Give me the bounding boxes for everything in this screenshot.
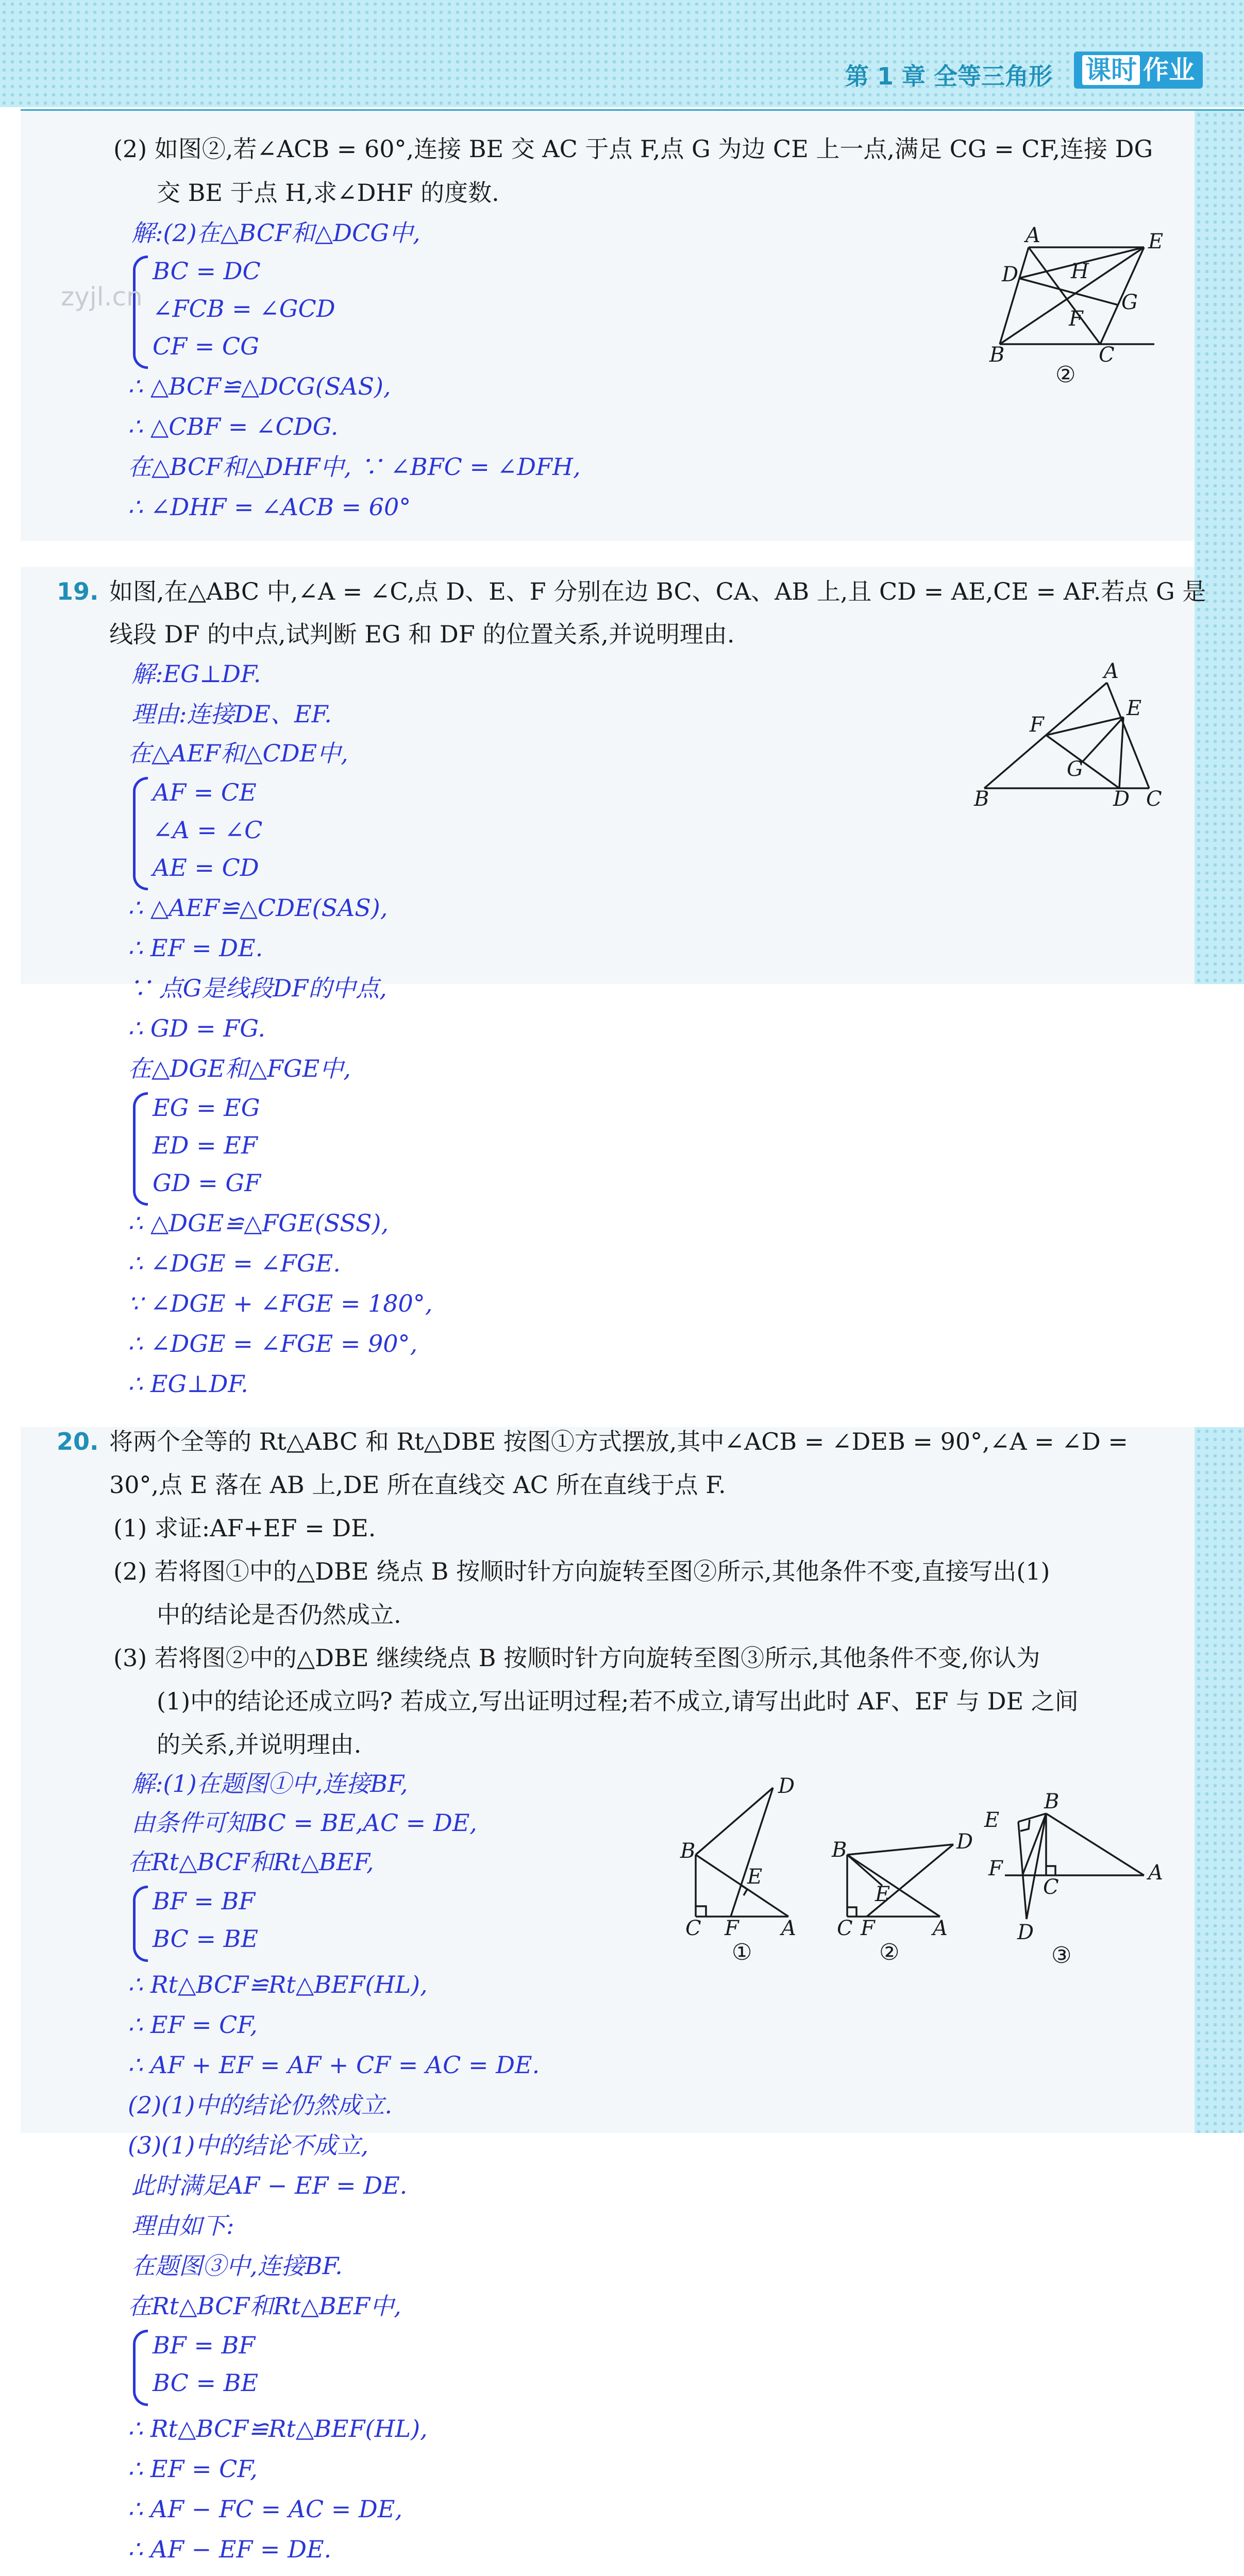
chapter-title: 第 1 章 全等三角形 [845,62,1053,90]
q20-solution-line: BC = BE [153,1925,259,1953]
fig-segment [1018,1822,1027,1919]
q20-solution-line: ∴ EF = CF, [128,2455,258,2483]
q20-solution-line: 在题图③中,连接BF. [131,2252,343,2280]
q20-figure-3 [979,1790,1175,1969]
fig-segment [1022,1814,1046,1875]
fig-label: D [1002,263,1019,286]
q20-line2: 30°,点 E 落在 AB 上,DE 所在直线交 AC 所在直线于点 F. [109,1471,726,1499]
q20-number: 20. [57,1428,99,1455]
q19-figure [969,659,1175,814]
fig-label: B [989,343,1005,367]
fig-segment [847,1855,940,1917]
fig-label: A [1026,224,1040,247]
watermark: zyjl.cn [61,282,143,312]
q18-figure [979,224,1175,392]
q20-solution-line: 理由如下: [131,2212,234,2240]
q19-solution-line: ∴ GD = FG. [128,1014,265,1042]
q20-solution-line: 在Rt△BCF和Rt△BEF, [128,1848,374,1876]
fig-label: D [1017,1921,1034,1944]
q18-solution-line: ∠FCB = ∠GCD [153,295,335,323]
q20-solution-line: 此时满足AF − EF = DE. [131,2172,408,2199]
q19-solution-line: ∴ △DGE≌△FGE(SSS), [128,1209,389,1237]
q18-solution-line: ∴ △BCF≌△DCG(SAS), [128,372,391,400]
fig-label: C [1099,343,1115,367]
q20-figure-1 [675,1774,814,1968]
q20-part3-line2: (1)中的结论还成立吗? 若成立,写出证明过程;若不成立,请写出此时 AF、EF 与 DE 之间 [157,1687,1079,1715]
fig-label: E [1127,697,1142,720]
fig-label: B [680,1839,696,1863]
fig-caption: ③ [1051,1942,1072,1969]
q20-solution-line: ∴ EF = CF, [128,2011,258,2039]
q18-solution-line: ∴ ∠DHF = ∠ACB = 60° [128,493,411,521]
fig-label: E [984,1808,1000,1832]
q19-solution-line: EG = EG [153,1094,260,1122]
q20-solution-line: (3)(1)中的结论不成立, [128,2131,368,2159]
fig-label: G [1121,291,1138,314]
q18-solution-line: 在△BCF和△DHF中, ∵ ∠BFC = ∠DFH, [128,453,581,481]
q19-solution-line: ∵ ∠DGE + ∠FGE = 180°, [128,1290,433,1317]
fig-label: F [1030,713,1044,737]
q20-solution-line: BF = BF [153,1887,256,1915]
q19-solution-line: ∠A = ∠C [153,816,263,844]
q20-solution-line: (2)(1)中的结论仍然成立. [128,2091,392,2119]
fig-label: D [778,1774,795,1798]
fig-segment [1029,247,1100,344]
q19-solution-line: AE = CD [153,854,259,882]
q19-solution-line: ∴ EF = DE. [128,934,263,962]
q20-solution-line: BC = BE [153,2369,259,2397]
fig-label: B [974,787,989,811]
fig-label: G [1067,757,1083,781]
q18-solution-line: 解:(2)在△BCF和△DCG中, [131,219,421,247]
q19-solution-line: 在△AEF和△CDE中, [128,739,348,767]
fig-right-angle [741,1885,747,1895]
fig-segment [984,683,1107,788]
q20-solution-line: ∴ Rt△BCF≌Rt△BEF(HL), [128,2415,428,2443]
fig-segment [1027,1814,1046,1919]
q20-solution-line: ∴ Rt△BCF≌Rt△BEF(HL), [128,1971,428,1998]
fig-label: C [685,1917,701,1940]
fig-label: D [1113,787,1130,811]
q20-solution-line: 在Rt△BCF和Rt△BEF中, [128,2292,401,2320]
q19-solution-line: ∴ △AEF≌△CDE(SAS), [128,894,388,922]
fig-label: B [1044,1790,1060,1814]
fig-segment [1046,1814,1144,1875]
fig-label: C [1146,787,1162,811]
fig-label: A [1104,659,1119,683]
q20-brace-2 [133,2330,148,2406]
q20-solution-line: ∴ AF + EF = AF + CF = AC = DE. [128,2051,540,2079]
q19-number: 19. [57,578,99,605]
fig-segment [1083,717,1123,761]
q19-solution-line: ∴ ∠DGE = ∠FGE. [128,1249,341,1277]
fig-label: A [933,1917,948,1940]
fig-label: D [956,1830,973,1854]
fig-label: A [1148,1861,1163,1885]
q20-solution-line: ∴ AF − EF = DE. [128,2535,332,2563]
fig-label: C [837,1917,853,1940]
fig-label: B [832,1838,847,1862]
fig-segment [847,1844,953,1855]
fig-right-angle [1046,1866,1055,1875]
q20-line1: 将两个全等的 Rt△ABC 和 Rt△DBE 按图①方式摆放,其中∠ACB = ∠DEB = 90°,∠A = ∠D = [109,1428,1128,1455]
q18-solution-line: ∴ △CBF = ∠CDG. [128,413,339,440]
q19-solution-line: ∴ EG⊥DF. [128,1370,248,1398]
fig-label: F [861,1917,875,1940]
q19-solution-line: AF = CE [153,778,257,806]
brand-logo-left: 课时 [1082,55,1140,85]
q19-solution-line: GD = GF [153,1169,261,1197]
q20-part1: (1) 求证:AF+EF = DE. [113,1514,376,1542]
fig-right-angle [696,1906,706,1917]
fig-label: E [1148,230,1164,253]
fig-label: A [781,1917,796,1940]
fig-label: H [1071,260,1089,283]
q19-line2: 线段 DF 的中点,试判断 EG 和 DF 的位置关系,并说明理由. [109,620,735,648]
q19-solution-line: 理由:连接DE、EF. [131,700,332,728]
fig-caption: ① [732,1939,752,1965]
fig-segment [1018,1814,1046,1822]
q20-solution-line: 解:(1)在题图①中,连接BF, [131,1770,408,1798]
fig-caption: ② [1055,362,1076,388]
q19-brace-2 [133,1092,148,1206]
q20-figure-2 [825,1824,974,1968]
brand-logo-right: 作业 [1143,55,1195,85]
q19-solution-line: 在△DGE和△FGE中, [128,1055,351,1082]
q18-part2-line2: 交 BE 于点 H,求∠DHF 的度数. [157,179,499,207]
fig-segment [1000,247,1029,344]
fig-caption: ② [879,1939,900,1965]
q19-line1: 如图,在△ABC 中,∠A = ∠C,点 D、E、F 分别在边 BC、CA、AB 上,且 CD = AE,CE = AF.若点 G 是 [109,578,1206,605]
q20-solution-line: BF = BF [153,2331,256,2359]
q20-solution-line: 由条件可知BC = BE,AC = DE, [131,1809,477,1837]
brand-logo [1074,52,1203,89]
q19-solution-line: 解:EG⊥DF. [131,660,261,688]
q19-brace-1 [133,777,148,890]
q19-solution-line: ED = EF [153,1131,258,1159]
right-border-strip-top [1195,111,1244,984]
fig-segment [847,1855,882,1886]
q20-part3-line3: 的关系,并说明理由. [157,1731,362,1758]
q20-part2-line1: (2) 若将图①中的△DBE 绕点 B 按顺时针方向旋转至图②所示,其他条件不变,直接写出(1) [113,1557,1050,1585]
fig-label: E [747,1865,763,1889]
q19-solution-line: ∴ ∠DGE = ∠FGE = 90°, [128,1330,418,1358]
fig-label: F [1069,307,1083,331]
fig-label: E [875,1883,890,1906]
fig-right-angle [847,1907,856,1917]
q20-solution-line: ∴ AF − FC = AC = DE, [128,2495,402,2523]
fig-label: F [725,1917,739,1940]
right-border-strip-bottom [1195,1427,1244,2133]
q19-solution-line: ∵ 点G是线段DF的中点, [128,974,387,1002]
q20-part2-line2: 中的结论是否仍然成立. [157,1601,401,1629]
q18-part2-line1: (2) 如图②,若∠ACB = 60°,连接 BE 交 AC 于点 F,点 G 为边 CE 上一点,满足 CG = CF,连接 DG [113,135,1153,163]
q20-brace-1 [133,1886,148,1962]
fig-segment [1119,717,1123,788]
q20-part3-line1: (3) 若将图②中的△DBE 继续绕点 B 按顺时针方向旋转至图③所示,其他条件不变,你认为 [113,1644,1040,1672]
fig-label: F [988,1857,1003,1880]
q18-solution-line: CF = CG [153,332,259,360]
fig-label: C [1043,1875,1059,1899]
q18-solution-line: BC = DC [153,257,261,285]
